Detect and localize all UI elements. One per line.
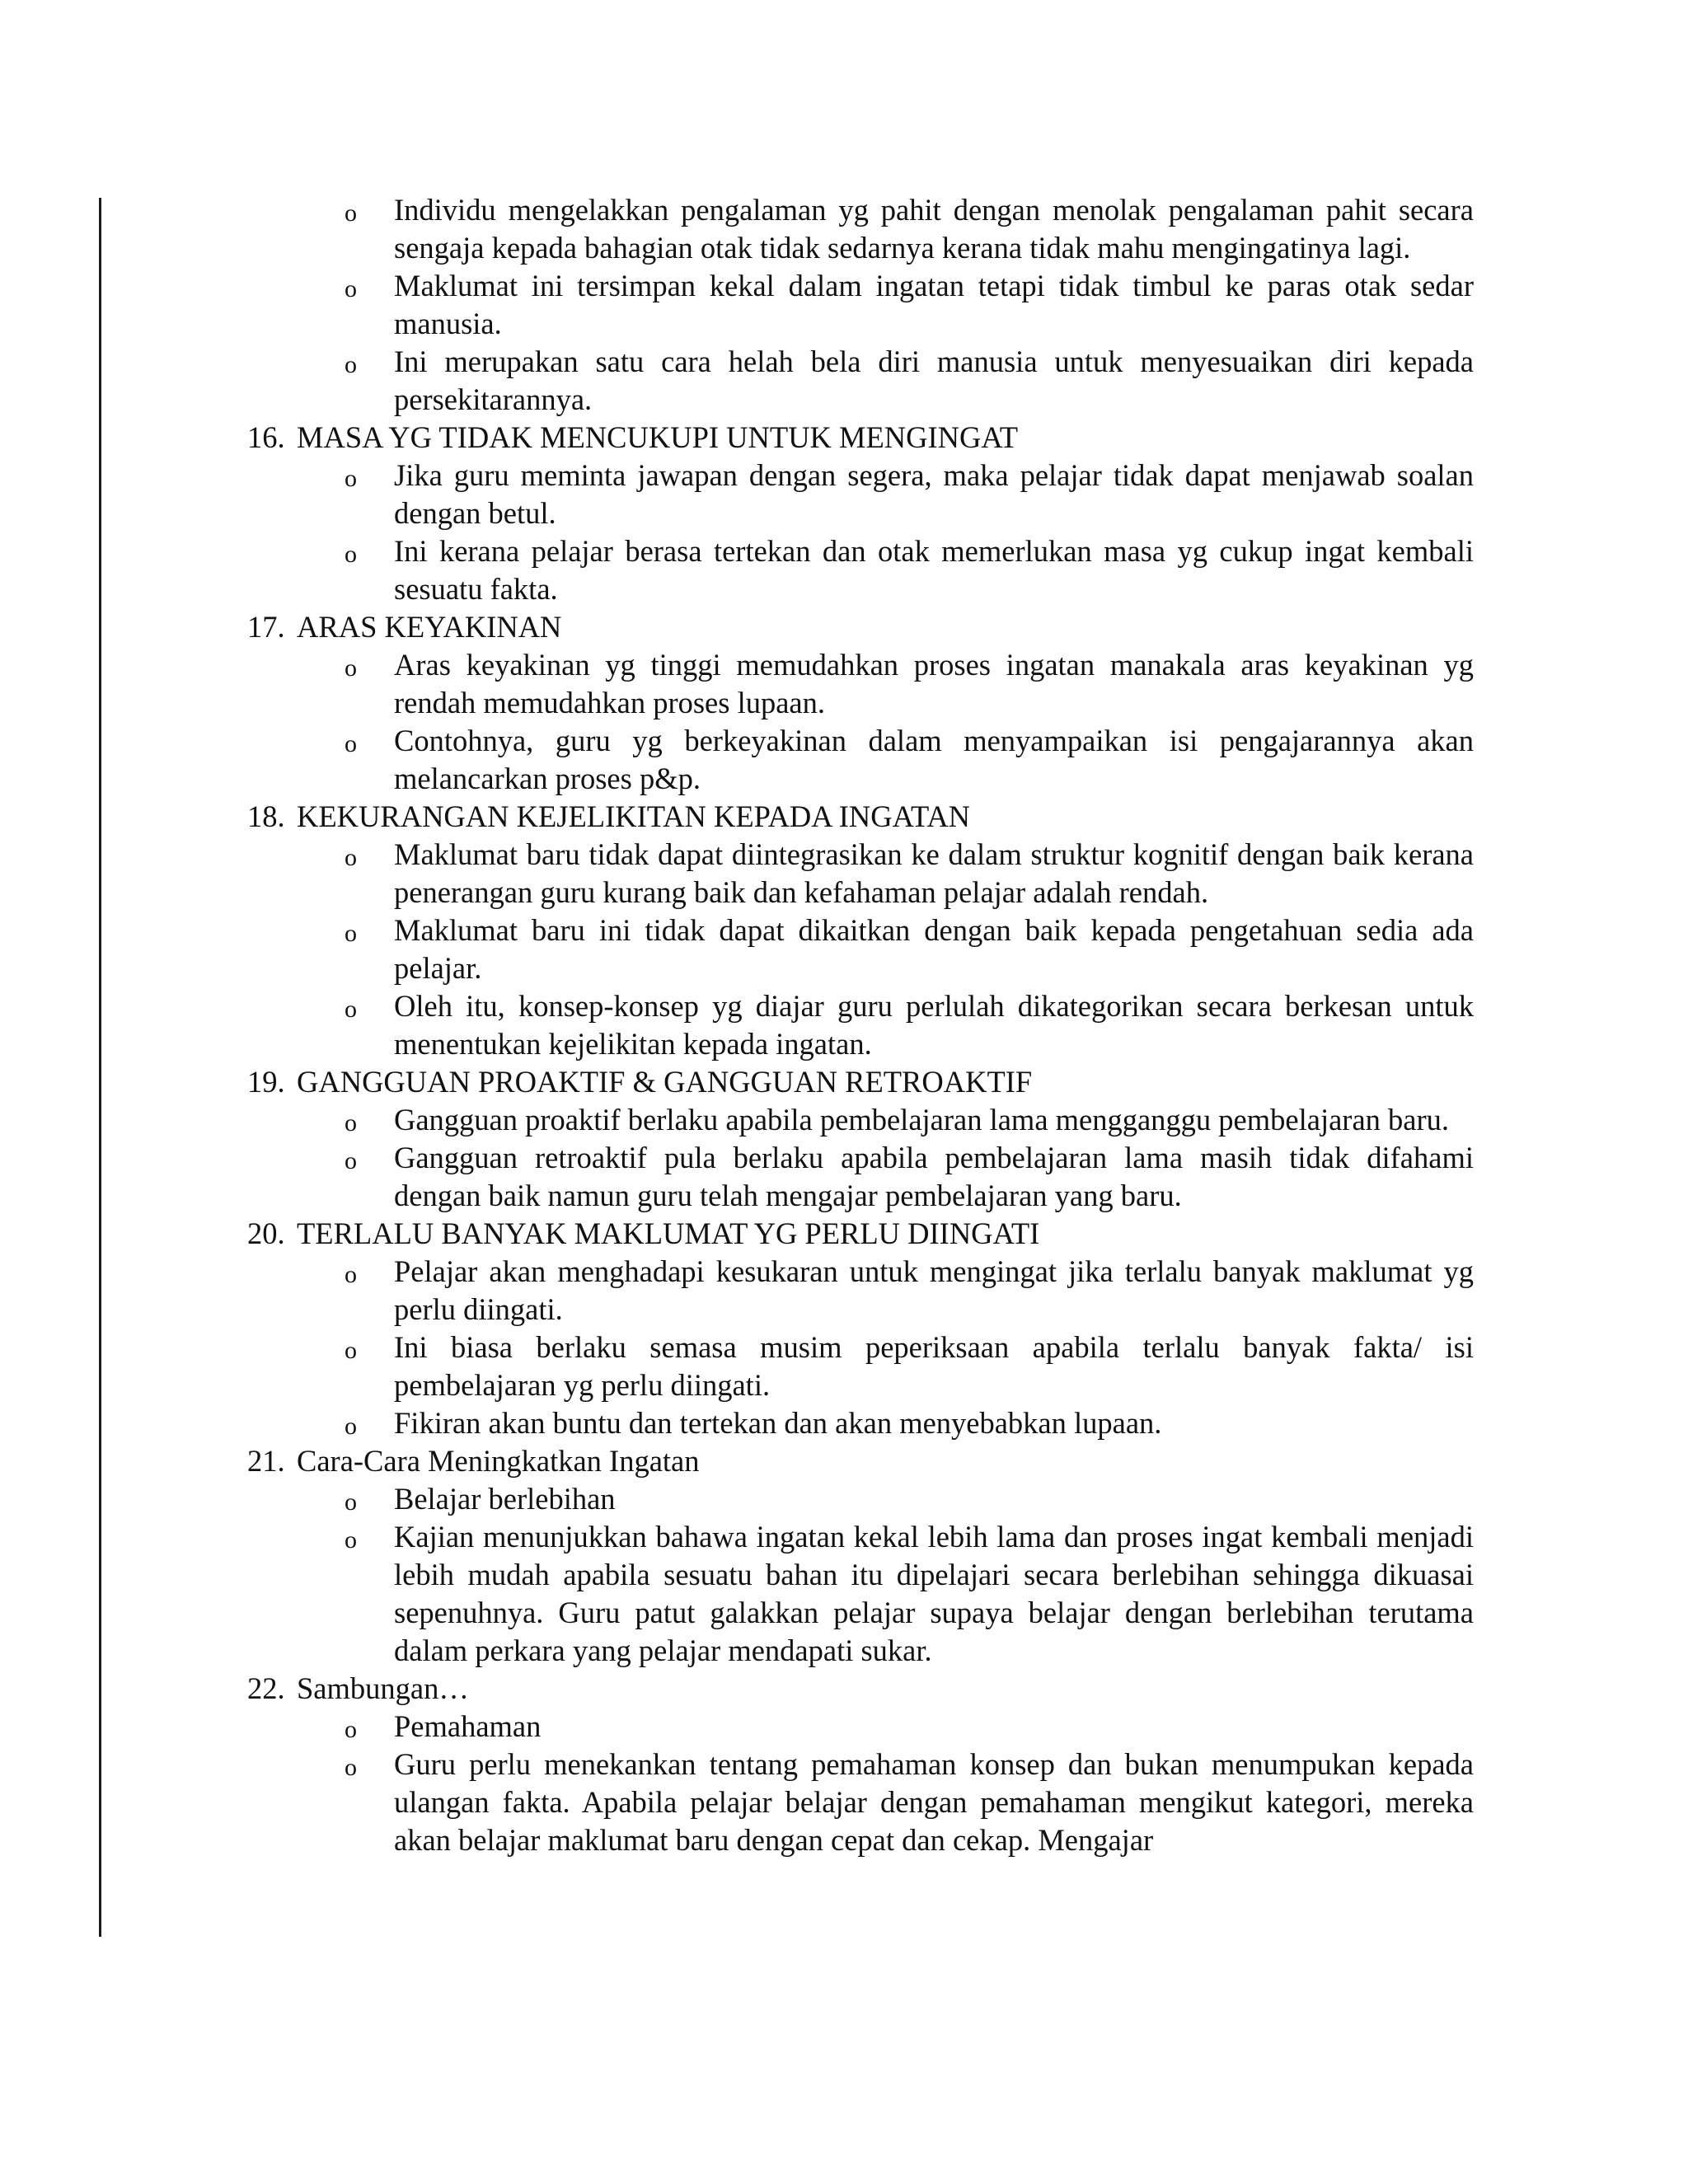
section-title: TERLALU BANYAK MAKLUMAT YG PERLU DIINGATI [297, 1216, 1040, 1250]
bullet-marker: o [345, 1716, 357, 1743]
bullet-text: Jika guru meminta jawapan dengan segera, maka pelajar tidak dapat menjawab soalan dengan betul. [394, 458, 1474, 530]
bullet-marker: o [345, 844, 357, 871]
bullet-marker: o [345, 541, 357, 568]
section-bullet [0, 987, 1688, 1063]
section-bullet [0, 1404, 1688, 1442]
section-bullet [0, 457, 1688, 532]
section-bullet [0, 646, 1688, 722]
bullet-marker: o [345, 199, 357, 227]
bullet-marker: o [345, 1147, 357, 1174]
bullet-text: Maklumat baru tidak dapat diintegrasikan ke dalam struktur kognitif dengan baik kerana penerangan guru kurang baik dan kefahaman pelajar adalah rendah. [394, 837, 1474, 909]
section-number: 21. [247, 1444, 285, 1478]
bullet-text: Guru perlu menekankan tentang pemahaman konsep dan bukan menumpukan kepada ulangan fakta. Apabila pelajar belajar dengan pemahaman mengikut kategori, mereka akan belajar maklumat baru dengan cepat dan cekap. Mengajar [394, 1747, 1474, 1857]
section-title: ARAS KEYAKINAN [297, 610, 562, 644]
section-title: Cara-Cara Meningkatkan Ingatan [297, 1444, 700, 1478]
bullet-marker: o [345, 275, 357, 302]
bullet-text: Ini merupakan satu cara helah bela diri manusia untuk menyesuaikan diri kepada persekitarannya. [394, 344, 1474, 416]
section-bullet [0, 1139, 1688, 1215]
bullet-marker: o [345, 1337, 357, 1364]
intro-bullet [0, 267, 1688, 343]
section-number: 20. [247, 1216, 285, 1250]
bullet-text: Belajar berlebihan [394, 1482, 616, 1516]
bullet-marker: o [345, 1526, 357, 1554]
document-body [0, 191, 1688, 1859]
section-bullet [0, 1518, 1688, 1670]
bullet-text: Fikiran akan buntu dan tertekan dan akan menyebabkan lupaan. [394, 1406, 1162, 1440]
bullet-marker: o [345, 1109, 357, 1137]
section-bullet [0, 722, 1688, 798]
section-bullet [0, 1253, 1688, 1329]
section-number: 18. [247, 799, 285, 833]
bullet-text: Gangguan retroaktif pula berlaku apabila pembelajaran lama masih tidak difahami dengan baik namun guru telah mengajar pembelajaran yang baru. [394, 1141, 1474, 1212]
bullet-text: Gangguan proaktif berlaku apabila pembelajaran lama mengganggu pembelajaran baru. [394, 1103, 1449, 1137]
bullet-marker: o [345, 351, 357, 378]
intro-bullet [0, 191, 1688, 267]
section-bullet [0, 532, 1688, 608]
bullet-text: Contohnya, guru yg berkeyakinan dalam menyampaikan isi pengajarannya akan melancarkan proses p&p. [394, 724, 1474, 795]
bullet-marker: o [345, 1754, 357, 1781]
bullet-marker: o [345, 730, 357, 757]
section-bullet [0, 1708, 1688, 1746]
section-number: 22. [247, 1671, 285, 1705]
section-bullet [0, 1746, 1688, 1859]
bullet-text: Pelajar akan menghadapi kesukaran untuk mengingat jika terlalu banyak maklumat yg perlu diingati. [394, 1254, 1474, 1326]
section-heading [0, 1215, 1688, 1253]
bullet-text: Maklumat ini tersimpan kekal dalam ingatan tetapi tidak timbul ke paras otak sedar manusia. [394, 269, 1474, 340]
section-heading [0, 1670, 1688, 1708]
bullet-text: Ini kerana pelajar berasa tertekan dan otak memerlukan masa yg cukup ingat kembali sesuatu fakta. [394, 534, 1474, 606]
section-title: Sambungan… [297, 1671, 469, 1705]
section-title: KEKURANGAN KEJELIKITAN KEPADA INGATAN [297, 799, 971, 833]
section-heading [0, 1442, 1688, 1480]
bullet-marker: o [345, 654, 357, 682]
bullet-text: Pemahaman [394, 1709, 542, 1743]
section-bullet [0, 1329, 1688, 1404]
bullet-text: Oleh itu, konsep-konsep yg diajar guru perlulah dikategorikan secara berkesan untuk menentukan kejelikitan kepada ingatan. [394, 989, 1474, 1061]
bullet-text: Individu mengelakkan pengalaman yg pahit dengan menolak pengalaman pahit secara sengaja kepada bahagian otak tidak sedarnya kerana tidak mahu mengingatinya lagi. [394, 193, 1474, 265]
bullet-text: Maklumat baru ini tidak dapat dikaitkan dengan baik kepada pengetahuan sedia ada pelajar. [394, 913, 1474, 985]
intro-bullet [0, 343, 1688, 419]
section-bullet [0, 1101, 1688, 1139]
bullet-text: Kajian menunjukkan bahawa ingatan kekal lebih lama dan proses ingat kembali menjadi lebih mudah apabila sesuatu bahan itu dipelajari secara berlebihan sehingga dikuasai sepenuhnya. Guru patut galakkan pelajar supaya belajar dengan berlebihan terutama dalam perkara yang pelajar mendapati sukar. [394, 1520, 1474, 1667]
bullet-marker: o [345, 1488, 357, 1516]
bullet-marker: o [345, 1261, 357, 1288]
section-title: GANGGUAN PROAKTIF & GANGGUAN RETROAKTIF [297, 1065, 1033, 1099]
section-title: MASA YG TIDAK MENCUKUPI UNTUK MENGINGAT [297, 420, 1018, 454]
section-number: 16. [247, 420, 285, 454]
section-bullet [0, 836, 1688, 912]
section-heading [0, 419, 1688, 457]
section-bullet [0, 912, 1688, 987]
section-heading [0, 798, 1688, 836]
section-bullet [0, 1480, 1688, 1518]
section-heading [0, 1063, 1688, 1101]
bullet-marker: o [345, 920, 357, 947]
bullet-marker: o [345, 996, 357, 1023]
bullet-text: Ini biasa berlaku semasa musim peperiksaan apabila terlalu banyak fakta/ isi pembelajaran yg perlu diingati. [394, 1330, 1474, 1402]
section-number: 17. [247, 610, 285, 644]
section-heading [0, 608, 1688, 646]
section-number: 19. [247, 1065, 285, 1099]
bullet-marker: o [345, 465, 357, 492]
bullet-marker: o [345, 1413, 357, 1440]
bullet-text: Aras keyakinan yg tinggi memudahkan proses ingatan manakala aras keyakinan yg rendah memudahkan proses lupaan. [394, 648, 1474, 719]
